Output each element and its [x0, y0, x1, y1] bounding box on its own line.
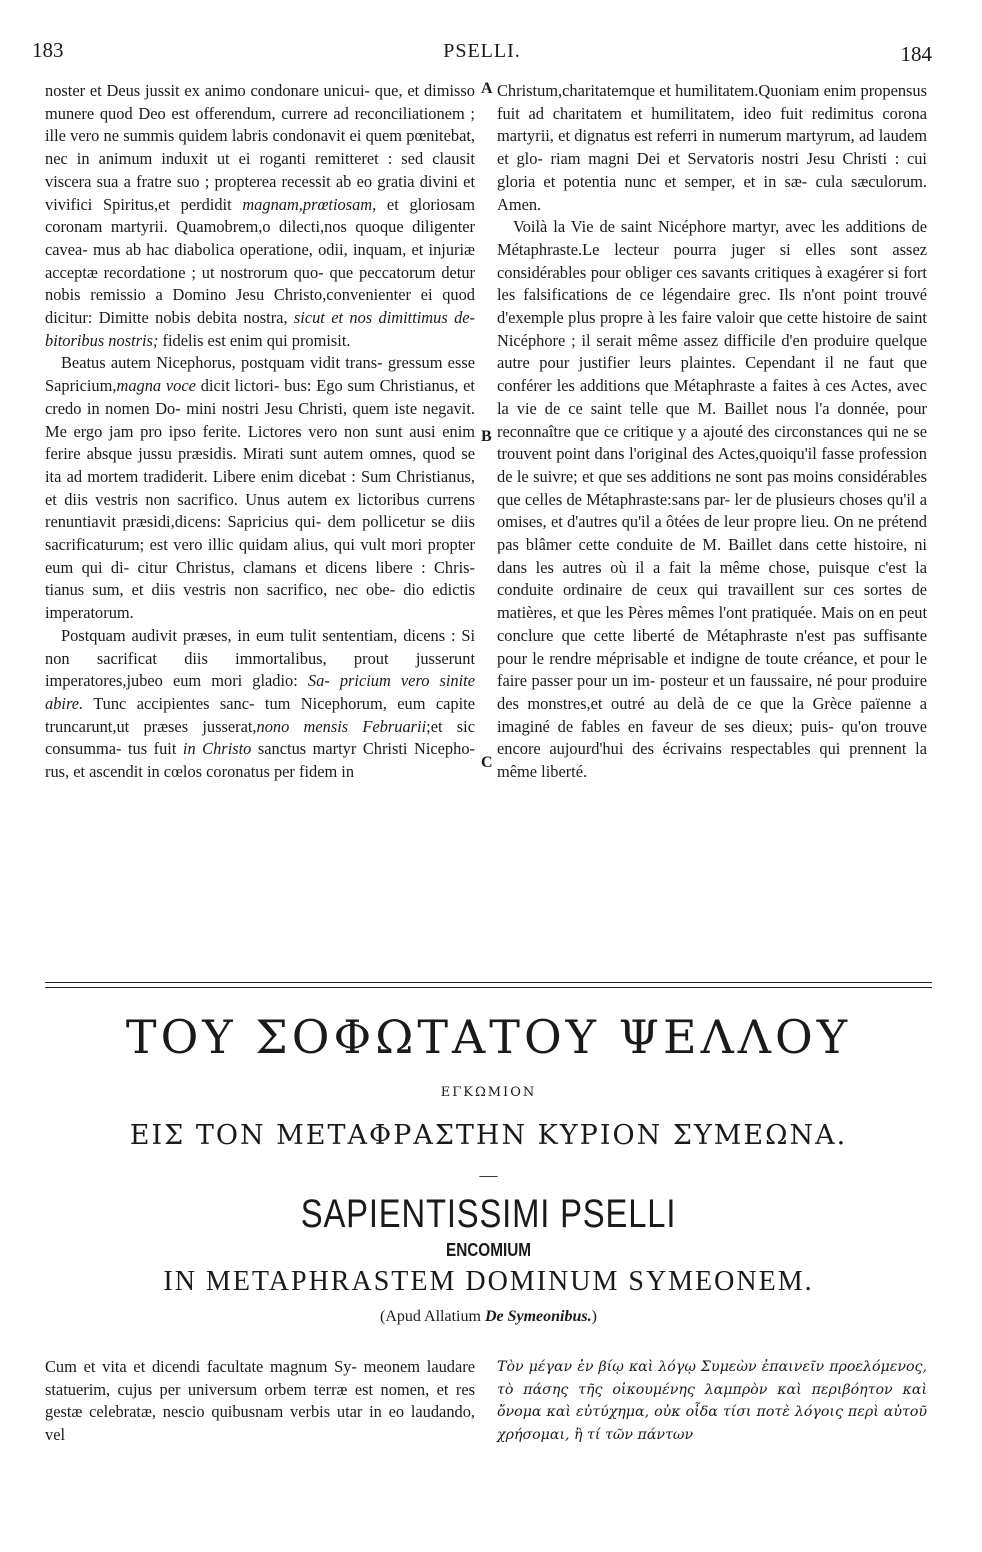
text-line: savants critiques à exagérer si fort les falsifications: [497, 262, 927, 305]
italic-text: sicut et nos dimittimus de-: [293, 308, 475, 328]
text-line: qu'il a ôtées de leur propre lieu. On ne prétend: [621, 512, 927, 532]
text-line: nescio quibusnam verbis utar in eo laudando, vel: [45, 1402, 476, 1445]
text-line: ab eo gratia divini et vivifici Spiritus,et perdidit: [45, 171, 475, 214]
text-line: Cum et vita et dicendi facultate magnum Sy-: [45, 1357, 357, 1376]
text-line: avec la vie de ce saint telle que M. Baillet nous: [497, 376, 927, 418]
text-line: ;et sic consumma-: [45, 716, 475, 759]
text-line: respectables qui prennent la même liberté.: [497, 739, 927, 782]
text-line: Voilà la Vie de saint Nicéphore martyr, avec les: [513, 217, 840, 237]
source-prefix: (Apud Allatium: [380, 1308, 485, 1325]
margin-letter-c: C: [481, 754, 493, 771]
text-line: cula sæculorum. Amen.: [497, 171, 927, 214]
italic-text: Sa-: [307, 671, 330, 691]
left-paragraph-2: [45, 352, 475, 624]
text-line: Postquam audivit præses, in eum tulit sententiam,: [61, 625, 398, 645]
text-line: posteur et un faussaire, né pour produire des: [497, 671, 927, 713]
italic-text: nono mensis Februarii: [256, 716, 427, 736]
running-head: [32, 38, 932, 64]
text-line: vestris non sacrifico. Unus autem ex lictoribus: [95, 489, 420, 509]
margin-letter-a: A: [481, 80, 493, 97]
text-line: currens renuntiavit præsidi,dicens: Sapricius qui-: [45, 489, 475, 532]
latin-title: SAPIENTISSIMI PSELLI: [300, 1192, 677, 1236]
text-line: περιβόητον καὶ ὄνομα καὶ εὐτύχημα, οὐκ οἶδα τίσι: [497, 1381, 928, 1421]
text-line: Jesu Christo,convenienter ei quod dicitur: Dimitte: [45, 285, 476, 328]
text-line: mini nostri Jesu Christi, quem iste negavit. Me: [45, 398, 475, 441]
text-line: pas blâmer cette conduite de M. Baillet dans cette: [497, 535, 847, 555]
right-paragraph-1: [497, 80, 927, 216]
text-line: Tunc accipientes sanc-: [83, 693, 255, 713]
text-line: Beatus autem Nicephorus, postquam vidit trans-: [61, 353, 383, 373]
text-line: que, et dimisso munere quod Deo est offerendum,: [45, 81, 475, 123]
text-line: dem pollicetur se diis sacrificaturum; est vero illic: [45, 512, 475, 555]
text-line: meonem laudare statuerim, cujus per universum: [45, 1357, 475, 1399]
text-line: conclure que cette liberté de Métaphraste n'est pas: [497, 625, 856, 645]
text-line: enim propensus fuit ad charitatem et humilitatem,: [497, 81, 927, 123]
source-suffix: ): [591, 1308, 597, 1325]
text-line: rus, et ascendit in cœlos coronatus per fidem in: [45, 762, 355, 782]
text-line: toute créance, et pour le faire passer pour un im-: [497, 648, 927, 691]
text-line: dans l'original des Actes,quoiqu'il fasse profession: [594, 444, 927, 464]
right-paragraph-2: [497, 216, 927, 784]
text-line: fidelis est enim qui promisit.: [158, 330, 351, 350]
left-paragraph-3: [45, 625, 475, 784]
text-line: Libere enim dicebat : Sum Christianus, et diis: [45, 466, 475, 509]
encomium-latin: [45, 1356, 475, 1447]
text-line: autem omnes, quod se ita ad mortem tradiderit.: [45, 444, 475, 486]
text-line: suffisante pour le rendre méprisable et indigne de: [497, 625, 927, 668]
greek-subtitle: ΕΓΚΩΜΙΟΝ: [440, 1085, 537, 1100]
text-line: προελόμενος, τὸ πάσης τῆς οἰκουμένης λαμπρὸν καὶ: [497, 1359, 927, 1398]
text-line: ler de plusieurs choses qu'il a omises, et d'autres: [497, 489, 927, 532]
text-line: de le suivre; et que ses additions ne sont pas moins: [497, 466, 834, 486]
text-line: bus: Ego sum Christianus, et credo in nomen Do-: [45, 376, 475, 418]
text-line: jusserat,: [202, 716, 257, 736]
text-line: difficile d'en produire quelque autre pour justifier: [497, 330, 928, 373]
text-line: nobis debita nostra,: [155, 308, 294, 328]
italic-text: in Christo: [182, 739, 252, 759]
text-line: histoire, ni dans les autres où il a fait la même: [497, 535, 927, 577]
text-line: de ce légendaire grec. Ils n'ont point trouvé: [615, 285, 927, 305]
text-line: mus ab hac diabolica operatione, odii, inquam, et: [93, 239, 424, 259]
text-line: injuriæ acceptæ recordatione ; ut nostrorum quo-: [45, 239, 475, 282]
text-line: les additions que Métaphraste a faites à ces Actes,: [556, 376, 892, 396]
text-line: tianus sum, et diis vestris non sacrifico, nec obe-: [45, 580, 396, 600]
text-line: ajouté des circonstances qui ne se trouvent point: [497, 421, 927, 464]
text-line: cui gloria et potentia nunc et semper, et in sæ-: [497, 149, 927, 191]
latin-subtitle: ENCOMIUM: [446, 1240, 531, 1260]
text-line: dicit lictori-: [195, 376, 280, 396]
text-line: ergo jam pro ipso ferite. Lictores vero non sunt: [73, 421, 403, 441]
text-line: noster et Deus jussit ex animo condonare unicui-: [45, 81, 370, 100]
text-line: qu'on trouve encore aujourd'hui des écrivains: [497, 716, 927, 759]
text-line: riam magni Dei et Servatoris nostri Jesu Christi :: [550, 149, 900, 169]
text-line: leurs plaintes. Cependant il ne faut que conférer: [497, 353, 927, 396]
italic-text: bitoribus nostris;: [45, 330, 159, 350]
text-line: que peccatorum detur nobis remissio a Domino: [45, 262, 475, 305]
encomium-greek: [497, 1356, 927, 1447]
section-divider: [45, 982, 932, 988]
text-line: Christum,charitatemque et humilitatem.Quoniam: [497, 81, 820, 100]
text-line: tus fuit: [128, 739, 183, 759]
text-line: quidam alius, qui vult mori propter eum qui di-: [45, 535, 476, 577]
text-line: jusserunt imperatores,jubeo eum mori gladio:: [45, 648, 475, 691]
source-italic: De Symeonibus.: [484, 1308, 592, 1325]
italic-text: magna voce: [116, 376, 196, 396]
text-line: considérables que celles de Métaphraste:sans par-: [497, 466, 927, 509]
left-column: [45, 80, 475, 784]
text-line: , et gloriosam coronam martyrii.: [45, 194, 475, 237]
text-line: quidem labris condonavit ei quem pœnitebat, nec: [45, 126, 475, 169]
text-line: monstres,et outré au delà de ce que la Grèce païenne: [527, 693, 912, 713]
text-line: additions de Métaphraste.Le lecteur pourra juger: [497, 217, 928, 259]
text-line: dicens : Si non sacrificat diis immortalibus, prout: [45, 625, 475, 668]
text-line: a imaginé de fables en faveur de ses dieux; puis-: [497, 693, 927, 736]
text-line: clausit viscera sua a fratre suo ; propterea recessit: [45, 149, 475, 191]
text-line: ideo fuit redimitus corona martyrii, et dignatus est: [497, 103, 927, 146]
text-line: chose, puisque c'est la conduite ordinaire de ceux: [497, 557, 927, 600]
text-line: Quamobrem,o dilecti,nos quoque diligenter cavea-: [45, 217, 475, 259]
source-note: [45, 1308, 932, 1326]
text-line: tum Nicephorum, eum capite truncarunt,ut præses: [45, 693, 475, 736]
text-line: currere ad reconciliationem ; ille vero ne summis: [45, 103, 475, 146]
text-line: d'exemple plus propre à les faire valoir que cette: [497, 308, 818, 328]
text-line: referri in numerum martyrum, ad laudem et glo-: [497, 126, 927, 169]
margin-letter-b: B: [481, 428, 492, 445]
text-line: in animum induxit ut ei roganti remitteret : sed: [76, 149, 424, 169]
text-line: gressum esse Sapricium,: [45, 353, 475, 396]
italic-text: magnam,prœtiosam: [242, 194, 373, 214]
greek-title: ΤΟΥ ΣΟΦΩΤΑΤΟΥ ΨΕΛΛΟΥ: [125, 1010, 852, 1064]
text-line: qui travaillent sur ces sortes de matières, et que: [497, 580, 927, 623]
text-line: ausi enim ferire absque jussu præsidis. Mirati sunt: [45, 421, 475, 464]
right-column: [497, 80, 927, 784]
text-line: l'a donnée, pour reconnaître que ce critique y a: [497, 398, 927, 441]
text-line: si elles sont assez considérables pour obliger ces: [497, 239, 927, 282]
text-line: orbem terræ est nomen, et res gestæ celebratæ,: [45, 1379, 475, 1422]
text-line: citur Christus, clamans et dicens libere : Chris-: [137, 557, 475, 577]
italic-text: pricium vero sinite abire.: [45, 671, 475, 713]
text-line: histoire de saint Nicéphore ; il serait même assez: [497, 308, 927, 350]
greek-subtitle-2: ΕΙΣ ΤΟΝ ΜΕΤΑΦΡΑΣΤΗΝ ΚΥΡΙΟΝ ΣΥΜΕΩΝΑ.: [129, 1120, 848, 1151]
text-line: Τὸν μέγαν ἐν βίῳ καὶ λόγῳ Συμεὼν ἐπαινεῖν: [497, 1359, 825, 1375]
left-paragraph-1: [45, 80, 475, 352]
text-line: sanctus martyr Christi Nicepho-: [251, 739, 475, 759]
text-line: dio edictis imperatorum.: [45, 580, 475, 623]
latin-subtitle-2: IN METAPHRASTEM DOMINUM SYMEONEM.: [163, 1266, 814, 1297]
running-title: PSELLI.: [443, 40, 521, 62]
text-line: ποτὲ λόγοις περὶ αὐτοῦ χρήσομαι, ἢ τί τῶν πάντων: [497, 1404, 928, 1444]
title-dash: —: [479, 1165, 498, 1185]
left-page-number: 183: [32, 38, 64, 62]
text-line: les Pères mêmes l'ont pratiquée. Mais on en peut: [605, 603, 927, 623]
right-page-number: 184: [900, 42, 932, 66]
